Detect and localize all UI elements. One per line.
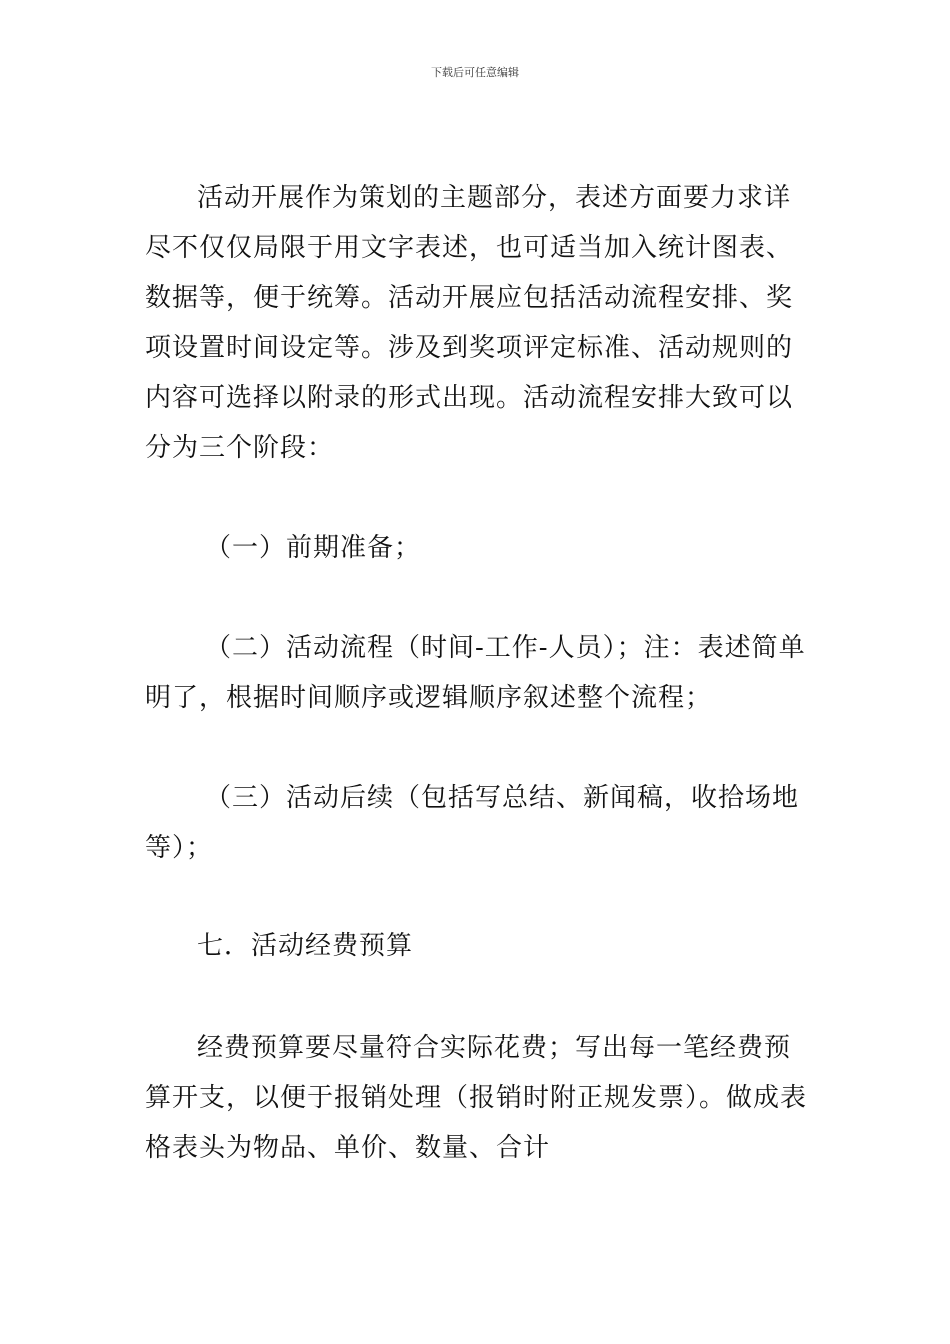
list-item-preparation: （一）前期准备； bbox=[205, 533, 422, 563]
list-item-follow-up: （三）活动后续（包括写总结、新闻稿，收拾场地等）； bbox=[145, 783, 800, 863]
list-item-process: （二）活动流程（时间-工作-人员）；注：表述简单明了，根据时间顺序或逻辑顺序叙述整个流程； bbox=[145, 633, 806, 713]
section-heading-budget: 七．活动经费预算 bbox=[197, 931, 414, 961]
paragraph-activity-overview: 活动开展作为策划的主题部分，表述方面要力求详尽不仅仅局限于用文字表述，也可适当加入统计图表、数据等，便于统筹。活动开展应包括活动流程安排、奖项设置时间设定等。涉及到奖项评定标准、活动规则的内容可选择以附录的形式出现。活动流程安排大致可以分为三个阶段： bbox=[145, 183, 794, 463]
page-header: 下载后可任意编辑 bbox=[431, 66, 519, 79]
paragraph-budget: 经费预算要尽量符合实际花费；写出每一笔经费预算开支，以便于报销处理（报销时附正规发票）。做成表格表头为物品、单价、数量、合计 bbox=[145, 1033, 808, 1163]
